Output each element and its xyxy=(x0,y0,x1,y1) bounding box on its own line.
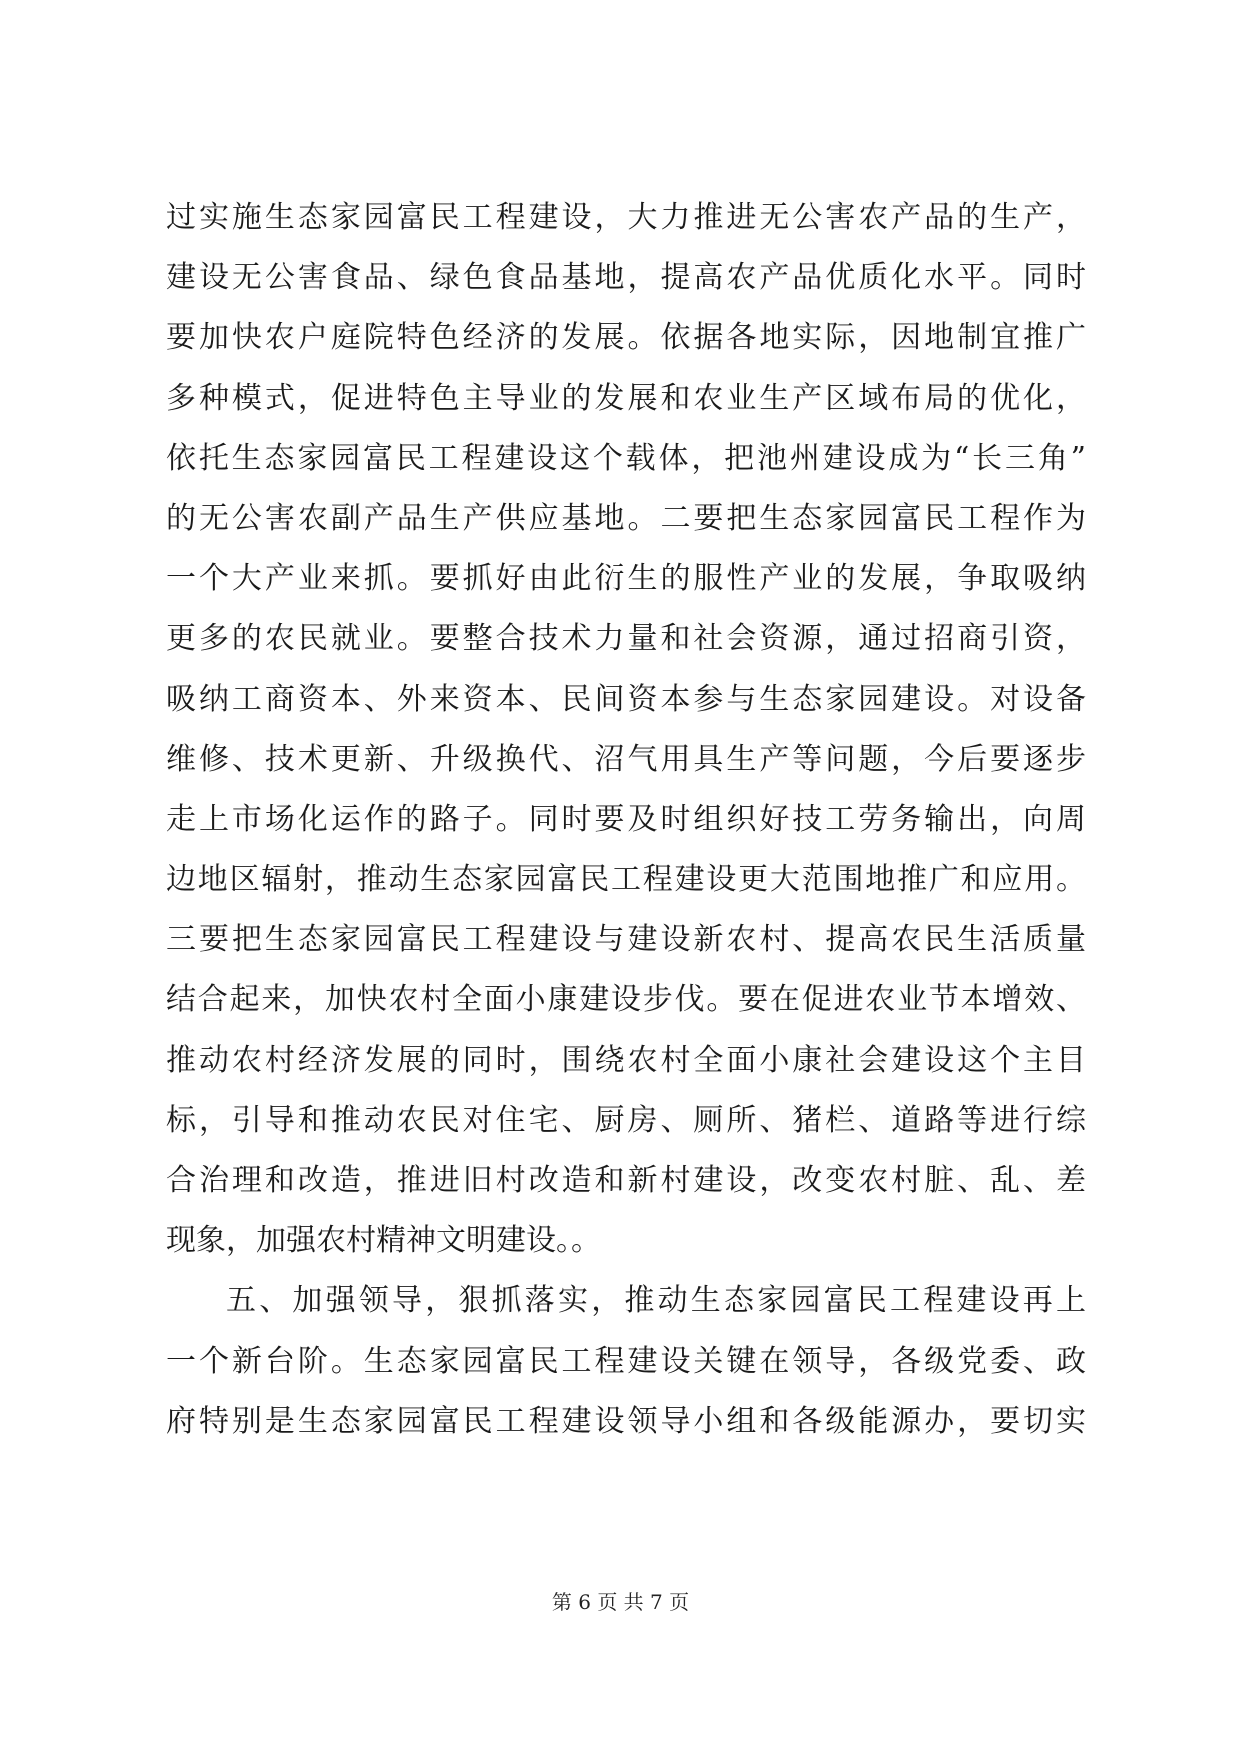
text-line: 现象，加强农村精神文明建设。。 xyxy=(166,1223,601,1259)
text-line: 的无公害农副产品生产供应基地。二要把生态家园富民工程作为 xyxy=(166,500,1086,536)
text-line: 三要把生态家园富民工程建设与建设新农村、提高农民生活质量 xyxy=(166,922,1086,958)
text-line: 走上市场化运作的路子。同时要及时组织好技工劳务输出，向周 xyxy=(166,801,1086,837)
text-line: 一个新台阶。生态家园富民工程建设关键在领导，各级党委、政 xyxy=(166,1343,1086,1379)
text-line: 多种模式，促进特色主导业的发展和农业生产区域布局的优化， xyxy=(166,380,1086,416)
text-line: 边地区辐射，推动生态家园富民工程建设更大范围地推广和应用。 xyxy=(166,862,1086,898)
text-line: 过实施生态家园富民工程建设，大力推进无公害农产品的生产， xyxy=(166,200,1086,235)
text-line: 府特别是生态家园富民工程建设领导小组和各级能源办，要切实 xyxy=(166,1403,1086,1439)
text-line: 标，引导和推动农民对住宅、厨房、厕所、猪栏、道路等进行综 xyxy=(166,1102,1086,1138)
text-line-paragraph-start: 五、加强领导，狠抓落实，推动生态家园富民工程建设再上 xyxy=(226,1283,1086,1319)
text-line: 维修、技术更新、升级换代、沼气用具生产等问题，今后要逐步 xyxy=(166,741,1086,777)
text-line: 合治理和改造，推进旧村改造和新村建设，改变农村脏、乱、差 xyxy=(166,1163,1086,1198)
text-line: 依托生态家园富民工程建设这个载体，把池州建设成为“长三角” xyxy=(166,440,1086,476)
text-line: 更多的农民就业。要整合技术力量和社会资源，通过招商引资， xyxy=(166,621,1086,657)
text-line: 吸纳工商资本、外来资本、民间资本参与生态家园建设。对设备 xyxy=(166,681,1086,717)
page-number-footer: 第 6 页 共 7 页 xyxy=(551,1590,690,1614)
text-line: 建设无公害食品、绿色食品基地，提高农产品优质化水平。同时 xyxy=(166,260,1086,296)
text-line: 一个大产业来抓。要抓好由此衍生的服性产业的发展，争取吸纳 xyxy=(166,561,1086,597)
text-line: 结合起来，加快农村全面小康建设步伐。要在促进农业节本增效、 xyxy=(166,982,1086,1018)
body-text xyxy=(166,188,1086,1452)
text-line: 要加快农户庭院特色经济的发展。依据各地实际，因地制宜推广 xyxy=(166,320,1086,356)
text-line: 推动农村经济发展的同时，围绕农村全面小康社会建设这个主目 xyxy=(166,1042,1086,1078)
